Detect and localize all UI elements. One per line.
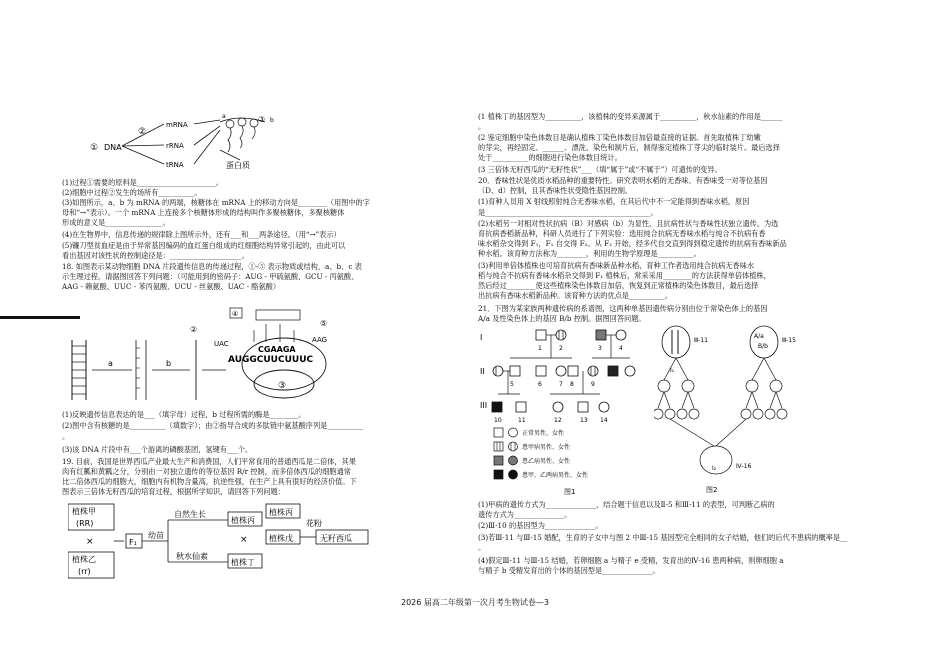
q20-line: 味水稻杂交得到 F₁，F₁ 自交得 F₂。从 F₂ 开始，经多代自交直到得到稳定遗传的抗病有香味新品 [478, 239, 787, 248]
ped-num-13: 13 [580, 417, 588, 424]
q17-line: 形成的意义是________________。 [62, 218, 170, 227]
figure-watermelon-breeding [68, 500, 388, 590]
q21-line: A/a 及性染色体上的基因 B/b 控制。据图回答问题。 [478, 314, 646, 323]
svg-text:(RR): (RR) [76, 519, 94, 528]
figb-i1: I₁ [670, 367, 675, 374]
fig3-plant-c2: 植株丙 [269, 508, 293, 517]
fig1-a: a [222, 113, 226, 120]
q18-question: (1)反映遗传信息表达的是___（填字母）过程，b 过程所需的酶是________。 [62, 410, 306, 419]
q20-line: (1)育种人员用 X 射线照射纯合无香味水稻，在其后代中不一定能得到香味水稻，原因 [478, 197, 750, 206]
fig3-seedless: 无籽西瓜 [320, 534, 352, 543]
q17-line: 看出基因对该性状的控制途径是：____________________。 [62, 251, 249, 260]
fig1-rrna: rRNA [166, 142, 184, 150]
fig1-trna: tRNA [166, 161, 184, 169]
fig2-label-5: ⑤ [320, 319, 328, 328]
fig3-natural: 自然生长 [174, 510, 206, 519]
figure-central-dogma [90, 112, 340, 182]
q18-question: (2)图中含有核糖的是__________（填数字）；由②指导合成的多肽链中氨基酸序列是__________ [62, 421, 364, 430]
fig2-label-4: ④ [232, 310, 239, 318]
q20-line: 是______________________________________________。 [478, 208, 658, 217]
fig1-label-3: ③ [258, 115, 266, 124]
fig2-caption: 图2 [706, 486, 718, 494]
figb-iii15: Ⅲ-15 [782, 337, 796, 344]
fig2-label-3: ③ [278, 381, 287, 391]
q18-question: (3)该 DNA 片段中有___个游离的磷酸基团，氢键有___个。 [62, 445, 253, 454]
ped-num-14: 14 [600, 417, 608, 424]
fig3-pollen: 花粉 [306, 519, 322, 528]
figb-aa: A/a [754, 333, 764, 340]
margin-bar [0, 316, 80, 319]
fig2-a: a [108, 359, 113, 368]
figb-i2: I₂ [712, 465, 717, 472]
q19-answer-line: (1 植株丁的基因型为__________，该植株的变异来源属于__________，秋水仙素的作用是______ [478, 112, 783, 121]
q19-line: 肉有红瓤和黄瓤之分，分别由一对独立遗传的等位基因 R/r 控制，而多倍体西瓜的细胞通常 [62, 467, 351, 476]
fig1-dna: DNA [104, 143, 122, 152]
ped-num-10: 10 [494, 417, 502, 424]
q19-line: 比二倍体西瓜的细胞大，细胞内有机物含量高，抗逆性强，在生产上具有很好的经济价值。下 [62, 477, 357, 486]
fig3-f1: F₁ [129, 538, 137, 547]
fig3-plant-e: 植株戊 [269, 534, 293, 543]
q21-question: 遗传方式为______________。 [478, 510, 572, 519]
legend-disease-b: 患乙病男性、女性 [522, 458, 571, 465]
fig1-caption: 图1 [564, 488, 576, 496]
fig2-label-2: ② [190, 325, 198, 334]
figb-bb: B/b [758, 343, 768, 350]
q20-line: 然后经过________使这些植株染色体数目加倍，恢复到正常植株的染色体数目，最后选择 [478, 281, 759, 290]
fig3-plant-c: 植株丙 [231, 516, 255, 525]
fig2-uac: UAC [214, 340, 229, 348]
figb-iii11: Ⅲ-11 [694, 337, 708, 344]
q20-line: 出抗病有香味水稻新品种。该育种方法的优点是__________。 [478, 291, 673, 300]
fig1-b: b [270, 117, 274, 124]
q19-answer-line: 。 [478, 122, 486, 131]
q18-line: 示生理过程。请据图回答下列问题：（可能用到的密码子：AUG - 甲硫氨酸、GCU - 丙氨酸、 [62, 272, 359, 281]
legend-normal: 正常男性、女性 [522, 430, 565, 437]
svg-text:(rr): (rr) [78, 567, 91, 576]
q20-line: 育抗病香稻新品种，科研人员进行了下列实验：选用纯合抗病无香味水稻与纯合不抗病有香 [478, 229, 766, 238]
page-footer: 2026 届高二年级第一次月考生物试卷—3 [401, 598, 549, 607]
fig2-codon-top: CGAAGA [258, 345, 296, 354]
q18-question: 。 [62, 432, 70, 441]
q21-question: 。 [478, 543, 486, 552]
q18-line: AAG - 赖氨酸、UUC - 苯丙氨酸、UCU - 丝氨酸、UAC - 酪氨酸） [62, 282, 281, 291]
q20-line: (3)利用单倍体植株也可培育抗病有香味新品种水稻，育种工作者选用纯合抗病无香味水 [478, 261, 755, 270]
fig1-mrna: mRNA [166, 121, 188, 129]
q19-line: 图表示三倍体无籽西瓜的培育过程，根据所学知识，请回答下列问题： [62, 487, 285, 496]
q21-question: 与精子 b 受精发育出的个体的基因型是______________。 [478, 566, 660, 575]
q19-answer-line: 的芽尖，再经固定、______、漂洗、染色和制片后，制得鉴定植株丁芽尖的临时装片。最后选择 [478, 143, 780, 152]
q21-question: (1)甲病的遗传方式为______________，结合题干信息以及Ⅱ-5 和Ⅲ-11 的表型，可判断乙病的 [478, 500, 775, 509]
q18-line: 18. 如图表示某动物细胞 DNA 片段遗传信息的传递过程，①-⑤ 表示物质或结构，a、b、c 表 [62, 262, 362, 271]
q19-answer-line: (3 三倍体无籽西瓜的“无籽性状”___（填“属于”或“不属于”）可遗传的变异。 [478, 165, 722, 174]
q20-line: （D、d）控制，且其香味性状受隐性基因控制。 [478, 186, 633, 195]
q20-line: 稻与纯合不抗病有香味水稻杂交得到 F₁ 植株后，常采采用________的方法获得单倍体植株， [478, 271, 771, 280]
legend-both: 患甲、乙两病男性、女性 [522, 472, 589, 479]
fig1-label-2: ② [138, 127, 147, 137]
q19-answer-line: (2 鉴定细胞中染色体数目是确认植株丁染色体数目加倍最直接的证据。首先取植株丁幼嫩 [478, 133, 761, 142]
q17-line: 母和“→”表示）。一个 mRNA 上连接多个核糖体形成的结构叫作多聚核糖体，多聚核糖体 [62, 208, 345, 217]
fig1-label-1: ① [90, 143, 99, 153]
fig3-plant-a: 植株甲 [72, 507, 96, 516]
fig2-mrna-seq: AUGGCUUCUUUC [228, 355, 314, 365]
fig3-plant-b: 植株乙 [72, 555, 96, 564]
ped-num-4: 4 [619, 345, 623, 352]
fig3-plant-d: 植株丁 [231, 558, 255, 567]
q21-question: (2)Ⅲ-10 的基因型为______________。 [478, 521, 603, 530]
q17-line: (3)如图所示，a、b 为 mRNA 的两端，核糖体在 mRNA 上的移动方向是________（用图中的字 [62, 198, 370, 207]
ped-num-7: 7 [559, 381, 563, 388]
fig2-aag: AAG [312, 336, 328, 344]
q19-line: 19. 目前，我国是世界西瓜产业最大生产和消费国，人们平常食用的普通西瓜是二倍体，其果 [62, 457, 357, 466]
q21-question: (3)若Ⅲ-11 与Ⅲ-15 婚配，生育的子女中与图 2 中Ⅲ-15 基因型完全相同的女子结婚，他们的后代不患病的概率是__ [478, 533, 848, 542]
q21-line: 21．下图为某家族两种遗传病的系谱图，这两种单基因遗传病分别由位于常染色体上的基因 [478, 304, 768, 313]
gen-label-II: II [480, 367, 485, 376]
figure-gametogenesis [654, 324, 804, 496]
ped-num-12: 12 [554, 417, 562, 424]
fig2-b: b [166, 359, 172, 368]
ped-num-8: 8 [570, 381, 574, 388]
fig3-seedling: 幼苗 [148, 531, 164, 540]
ped-num-3: 3 [598, 345, 602, 352]
q17-line: (5)镰刀型贫血症是由于异常基因编码的血红蛋白组成的红细胞结构异常引起的，由此可以 [62, 241, 346, 250]
ped-num-2: 2 [559, 345, 563, 352]
svg-text:×: × [240, 535, 248, 545]
q19-answer-line: 处于__________的细胞进行染色体数目统计。 [478, 153, 622, 162]
ped-num-9: 9 [591, 381, 595, 388]
fig3-colchicine: 秋水仙素 [176, 552, 208, 561]
ped-num-6: 6 [538, 381, 542, 388]
figure-gene-expression [66, 302, 366, 402]
svg-text:×: × [86, 537, 94, 547]
q17-line: (2)细胞中过程②发生的场所有__________。 [62, 188, 202, 197]
fig1-protein: 蛋白质 [226, 161, 250, 170]
q17-line: (4)在生物界中，信息传递的规律除上图所示外，还有___和___两条途径。（用“→”表示） [62, 230, 341, 239]
figure-pedigree [480, 326, 660, 498]
figb-iv16: Ⅳ-16 [736, 463, 752, 470]
ped-num-5: 5 [510, 381, 514, 388]
legend-disease-a: 患甲病男性、女性 [522, 444, 571, 451]
ped-num-1: 1 [538, 345, 542, 352]
q20-line: 种水稻。该育种方法称为________，利用的生物学原理是__________。 [478, 249, 701, 258]
q20-line: (2)水稻另一对相对性状抗病（B）对感病（b）为显性，且抗病性状与香味性状独立遗传。为选 [478, 219, 779, 228]
gen-label-III: III [480, 401, 488, 410]
q17-line: (1)过程①需要的原料是______________________。 [62, 178, 224, 187]
gen-label-I: I [480, 333, 483, 342]
q21-question: (4)假定Ⅲ-11 与Ⅲ-15 结婚，若卵细胞 a 与精子 e 受精，发育出的Ⅳ-16 患两种病，则卵细胞 a [478, 556, 784, 565]
q20-line: 20．香味性状是优质水稻品种的重要特性。研究表明水稻的无香味、有香味受一对等位基因 [478, 176, 768, 185]
ped-num-11: 11 [518, 417, 526, 424]
